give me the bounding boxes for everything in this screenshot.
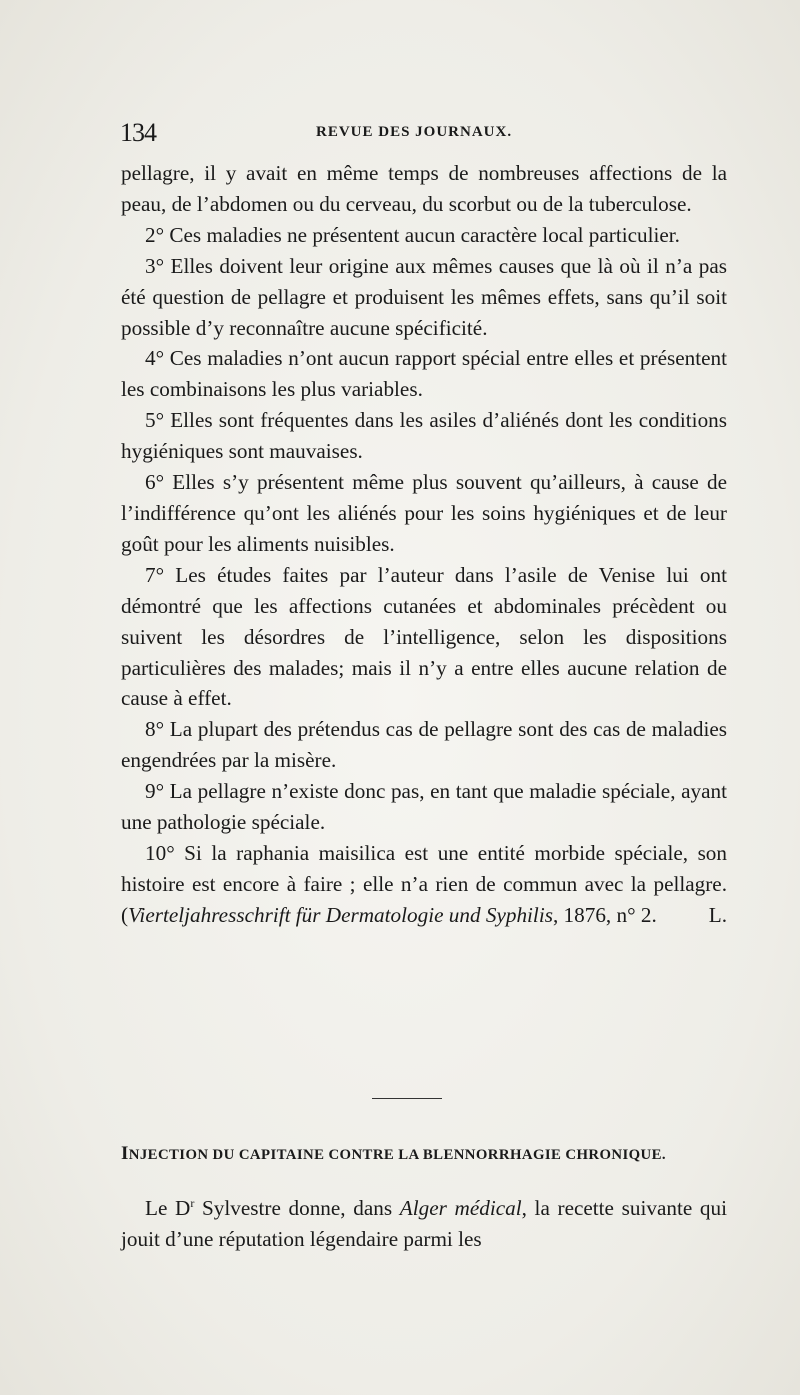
paragraph-item-9: 9° La pellagre n’existe donc pas, en tant que maladie spéciale, ayant une pathologie spéciale. xyxy=(121,779,727,835)
paragraph-item-2: 2° Ces maladies ne présentent aucun caractère local particulier. xyxy=(145,222,680,247)
paragraph-item-4: 4° Ces maladies n’ont aucun rapport spécial entre elles et présentent les combinaisons les plus variables. xyxy=(121,346,727,402)
journal-source: Vierteljahresschrift für Dermatologie und Syphilis xyxy=(128,902,553,927)
paragraph-item-3: 3° Elles doivent leur origine aux mêmes causes que là où il n’a pas été question de pellagre et produisent les mêmes effets, sans qu’il soit possible d’y reconnaître aucune spécificité. xyxy=(121,253,727,340)
page-number: 134 xyxy=(120,118,156,147)
page-header xyxy=(120,118,726,152)
journal-name-italic: Alger médical xyxy=(399,1196,522,1221)
running-head: REVUE DES JOURNAUX. xyxy=(316,124,513,140)
paragraph-10-text: 10° Si la raphania maisilica est une entité morbide spéciale, son histoire est encore à faire ; elle n’a rien de commun avec la pellagre. ( xyxy=(121,840,727,927)
section-text-end: , la recette suivante qui jouit d’une réputation légendaire parmi les xyxy=(121,1196,727,1252)
section-title-rest: NJECTION DU CAPITAINE CONTRE LA BLENNORRHAGIE CHRONIQUE. xyxy=(128,1147,667,1163)
paragraph-item-8: 8° La plupart des prétendus cas de pellagre sont des cas de maladies engendrées par la misère. xyxy=(121,717,727,773)
paragraph-item-10 xyxy=(121,838,727,931)
body-text xyxy=(121,158,727,931)
paragraph-continuation: pellagre, il y avait en même temps de nombreuses affections de la peau, de l’abdomen ou du cerveau, du scorbut ou de la tuberculose. xyxy=(121,161,727,216)
section-title-initial: I xyxy=(121,1143,129,1164)
section-paragraph xyxy=(121,1188,727,1255)
paragraph-item-7: 7° Les études faites par l’auteur dans l’asile de Venise lui ont démontré que les affections cutanées et abdominales précèdent ou suivent les désordres de l’intelligence, selon les dispositions particulières des malades; mais il n’y a entre elles aucune relation de cause à effet. xyxy=(121,562,727,711)
section-text-sup: r xyxy=(190,1196,195,1210)
section-title xyxy=(121,1143,727,1165)
author-signature: L. xyxy=(708,902,727,927)
section-text xyxy=(121,1188,727,1255)
paragraph-item-5: 5° Elles sont fréquentes dans les asiles d’aliénés dont les conditions hygiéniques sont mauvaises. xyxy=(121,408,727,464)
section-text-start: Le D xyxy=(145,1196,191,1221)
section-divider xyxy=(372,1098,442,1099)
journal-source-details: , 1876, n° 2. xyxy=(552,902,657,927)
paragraph-item-6: 6° Elles s’y présentent même plus souvent qu’ailleurs, à cause de l’indifférence qu’ont les aliénés pour les soins hygiéniques et de leur goût pour les aliments nuisibles. xyxy=(121,470,727,556)
section-text-mid: Sylvestre donne, dans xyxy=(194,1196,400,1221)
